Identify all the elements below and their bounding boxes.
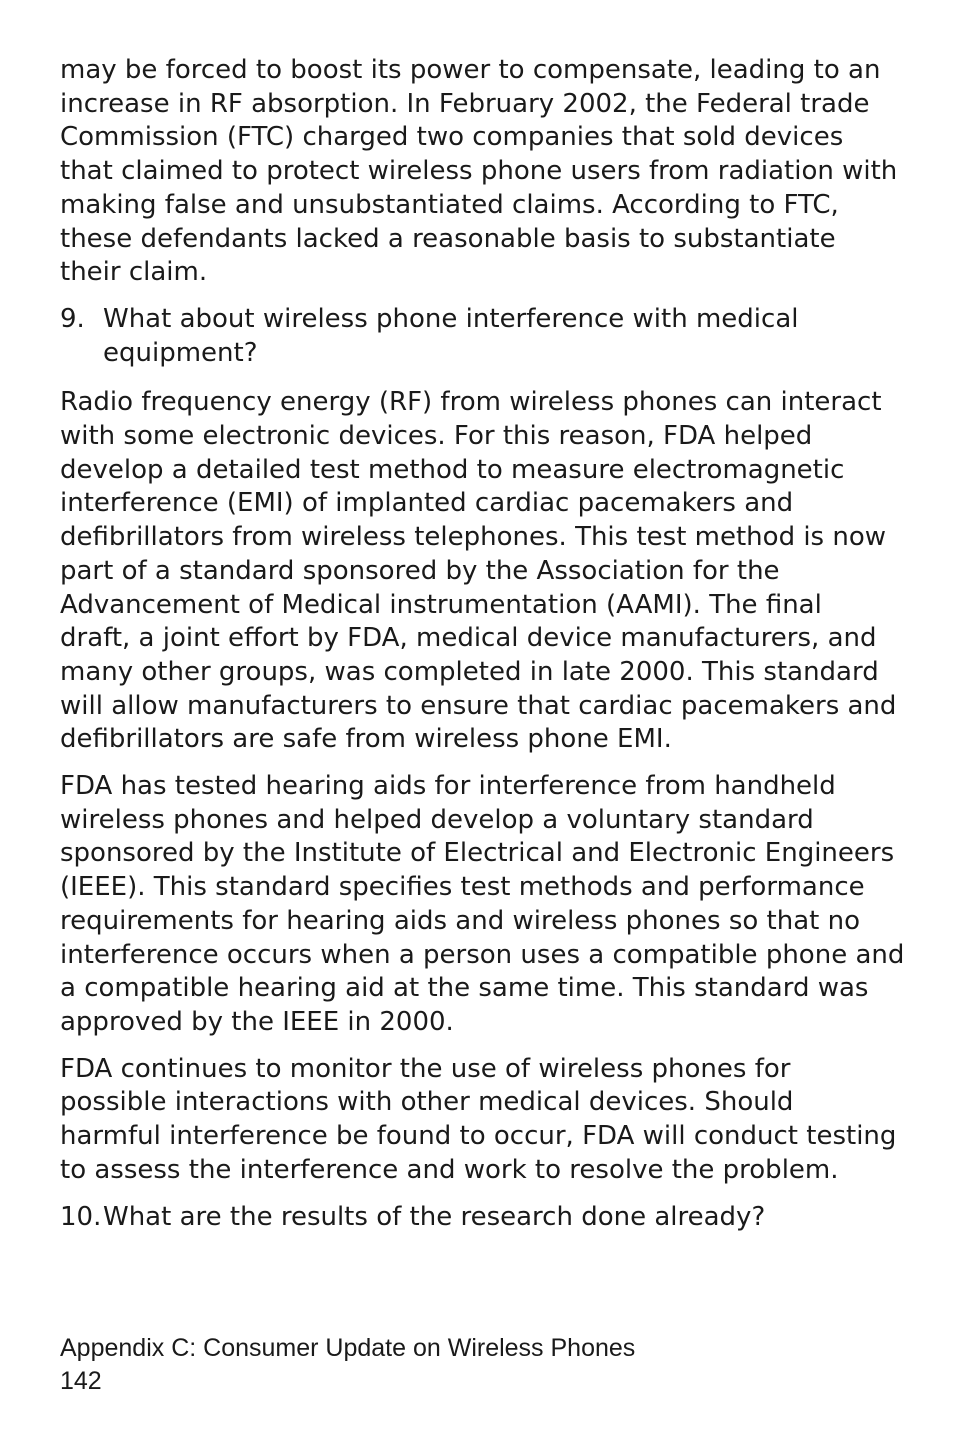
text-line: part of a standard sponsored by the Association for the	[60, 555, 780, 586]
text-line: Commission (FTC) charged two companies that sold devices	[60, 122, 844, 153]
question-number: 9.	[60, 303, 85, 334]
text-line: What are the results of the research done already?	[103, 1201, 766, 1232]
text-line: making false and unsubstantiated claims. According to FTC,	[60, 189, 839, 220]
text-line: (IEEE). This standard specifies test methods and performance	[60, 872, 865, 903]
text-line: sponsored by the Institute of Electrical and Electronic Engineers	[60, 838, 895, 869]
paragraph-hearing-aids	[60, 770, 905, 1040]
text-line: may be forced to boost its power to compensate, leading to an	[60, 55, 881, 85]
question-text	[103, 1201, 890, 1235]
text-line: FDA continues to monitor the use of wireless phones for	[60, 1053, 791, 1084]
text-line: defibrillators are safe from wireless phone EMI.	[60, 724, 672, 755]
text-line: draft, a joint effort by FDA, medical device manufacturers, and	[60, 623, 877, 654]
text-line: FDA has tested hearing aids for interference from handheld	[60, 771, 836, 802]
text-line: defibrillators from wireless telephones. This test method is now	[60, 522, 887, 553]
paragraph-fda-monitoring	[60, 1053, 897, 1188]
text-line: Radio frequency energy (RF) from wireless phones can interact	[60, 387, 882, 418]
text-line: wireless phones and helped develop a voluntary standard	[60, 804, 814, 835]
text-line: possible interactions with other medical devices. Should	[60, 1087, 794, 1118]
text-line: with some electronic devices. For this reason, FDA helped	[60, 421, 813, 452]
text-line: will allow manufacturers to ensure that cardiac pacemakers and	[60, 690, 897, 721]
text-line: requirements for hearing aids and wireless phones so that no	[60, 905, 860, 936]
paragraph-rf-interference	[60, 386, 897, 757]
text-line: a compatible hearing aid at the same time. This standard was	[60, 973, 869, 1004]
paragraph-ftc-claims	[60, 54, 898, 290]
question-9-heading	[60, 303, 890, 370]
page-number: 142	[60, 1367, 102, 1395]
text-line: increase in RF absorption. In February 2002, the Federal trade	[60, 88, 870, 119]
text-line: equipment?	[103, 337, 258, 368]
question-10-heading	[60, 1201, 890, 1235]
question-number: 10.	[60, 1201, 102, 1232]
page-body	[60, 54, 905, 1250]
text-line: interference occurs when a person uses a compatible phone and	[60, 939, 905, 970]
text-line: harmful interference be found to occur, FDA will conduct testing	[60, 1121, 897, 1152]
text-line: these defendants lacked a reasonable basis to substantiate	[60, 223, 836, 254]
text-line: to assess the interference and work to resolve the problem.	[60, 1154, 839, 1185]
text-line: Advancement of Medical instrumentation (AAMI). The final	[60, 589, 822, 620]
text-line: develop a detailed test method to measure electromagnetic	[60, 454, 845, 485]
text-line: that claimed to protect wireless phone users from radiation with	[60, 156, 898, 187]
text-line: What about wireless phone interference with medical	[103, 303, 799, 334]
text-line: many other groups, was completed in late 2000. This standard	[60, 656, 879, 687]
footer-section-title: Appendix C: Consumer Update on Wireless Phones	[60, 1334, 636, 1362]
page-footer	[60, 1332, 635, 1398]
question-text	[103, 303, 890, 370]
text-line: approved by the IEEE in 2000.	[60, 1006, 454, 1037]
text-line: interference (EMI) of implanted cardiac pacemakers and	[60, 488, 794, 519]
text-line: their claim.	[60, 257, 208, 288]
